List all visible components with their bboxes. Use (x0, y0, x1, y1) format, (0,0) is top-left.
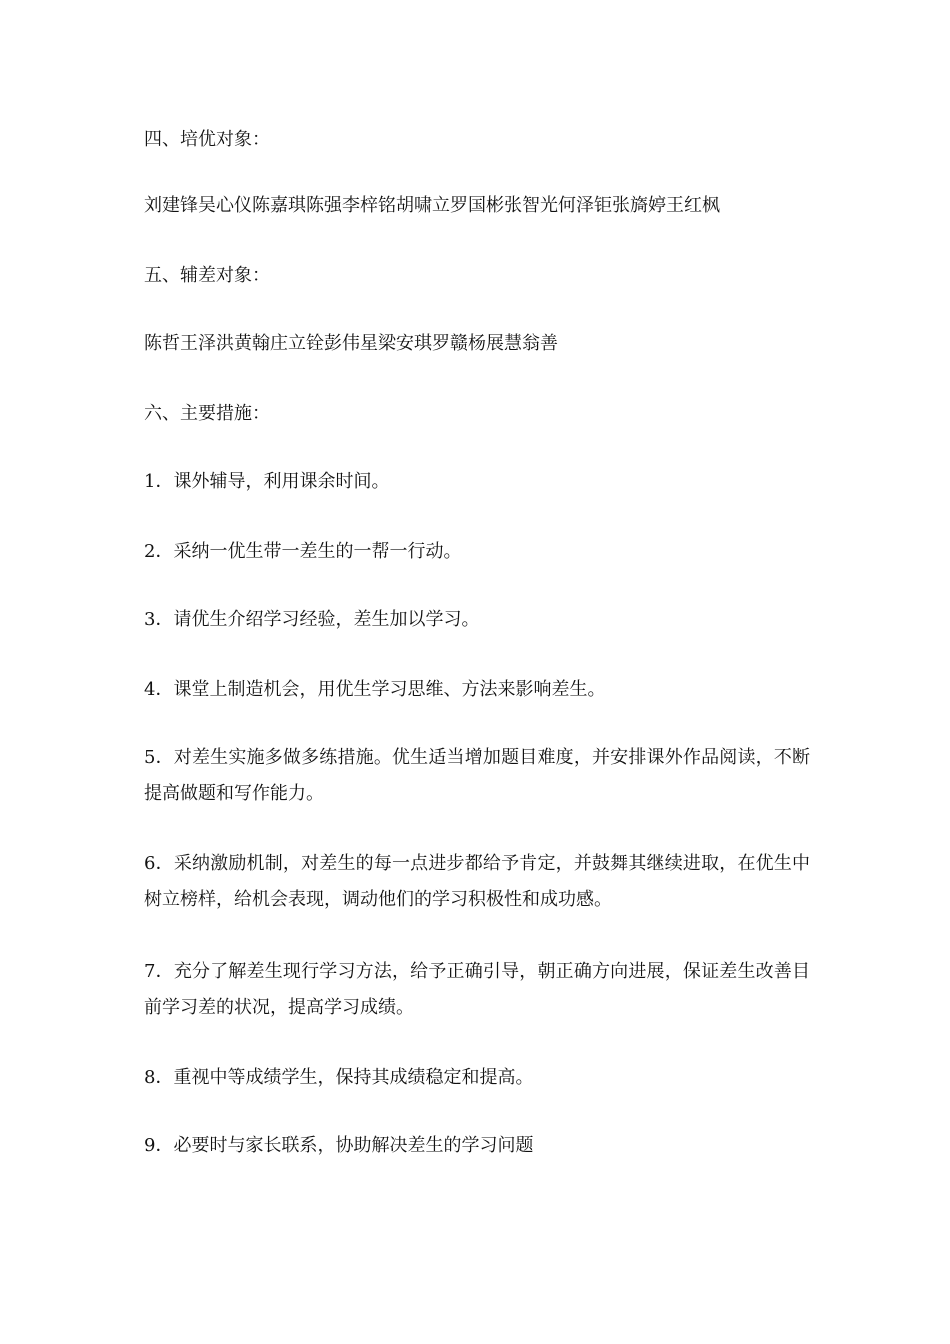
measure-item-2: 2．采纳一优生带一差生的一帮一行动。 (144, 541, 462, 562)
section4-heading: 四、培优对象： (144, 129, 270, 150)
section6-heading: 六、主要措施： (144, 403, 270, 424)
measure-item-8: 8．重视中等成绩学生，保持其成绩稳定和提高。 (144, 1067, 534, 1088)
measure-item-7: 7．充分了解差生现行学习方法，给予正确引导，朝正确方向进展，保证差生改善目前学习差的状况，提高学习成绩。 (144, 961, 810, 1018)
section5-names: 陈哲王泽洪黄翰庄立铨彭伟星梁安琪罗赣杨展慧翁善 (144, 333, 558, 354)
section4-names: 刘建锋吴心仪陈嘉琪陈强李梓铭胡啸立罗国彬张智光何泽钜张旖婷王红枫 (144, 195, 720, 216)
measure-item-6: 6．采纳激励机制，对差生的每一点进步都给予肯定，并鼓舞其继续进取，在优生中树立榜样，给机会表现，调动他们的学习积极性和成功感。 (144, 853, 810, 910)
measure-item-3: 3．请优生介绍学习经验，差生加以学习。 (144, 609, 480, 630)
section5-heading: 五、辅差对象： (144, 265, 270, 286)
measure-item-1: 1．课外辅导，利用课余时间。 (144, 471, 390, 492)
measure-item-5: 5．对差生实施多做多练措施。优生适当增加题目难度，并安排课外作品阅读，不断提高做题和写作能力。 (144, 747, 810, 804)
measure-item-9: 9．必要时与家长联系，协助解决差生的学习问题 (144, 1135, 534, 1156)
measure-item-4: 4．课堂上制造机会，用优生学习思维、方法来影响差生。 (144, 679, 606, 700)
